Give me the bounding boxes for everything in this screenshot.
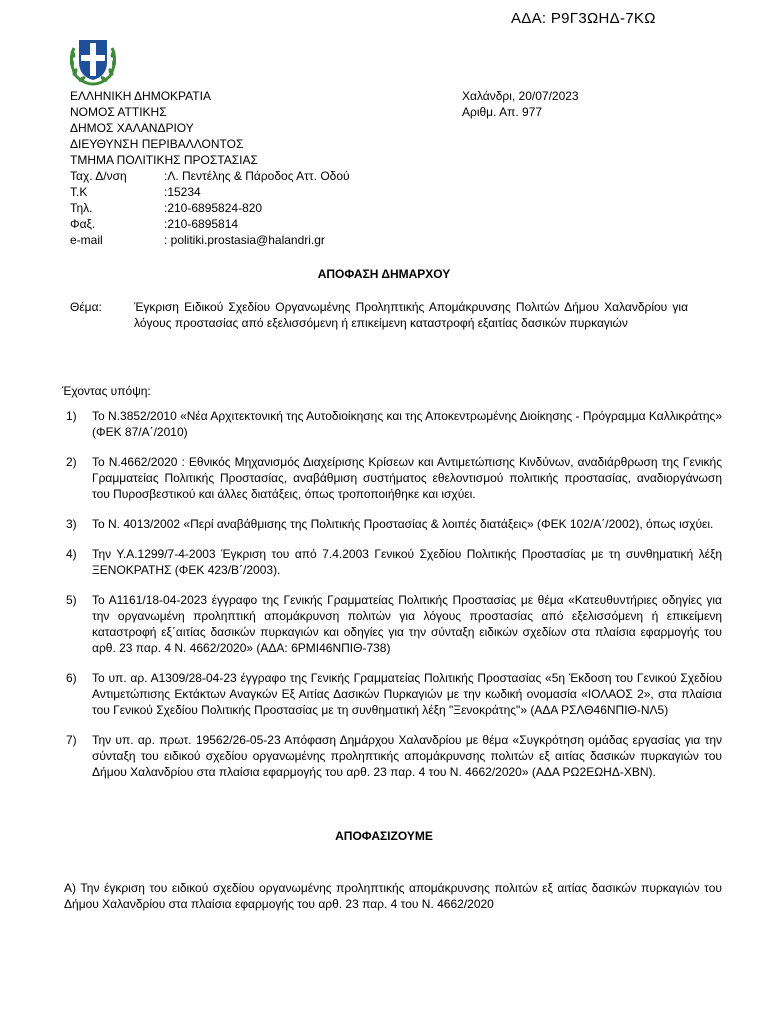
subject-text: Έγκριση Ειδικού Σχεδίου Οργανωμένης Προληπτικής Απομάκρυνσης Πολιτών Δήμου Χαλανδρίου για λόγους προστασίας από εξελισσόμενη ή επικείμενη καταστροφή εξαιτίας δασικών πυρκαγιών [134, 300, 688, 330]
list-item [66, 592, 722, 656]
decision-heading: ΑΠΟΦΑΣΙΖΟΥΜΕ [335, 829, 433, 843]
item-number: 4) [66, 547, 77, 561]
contact-details [70, 168, 350, 248]
item-number: 1) [66, 409, 77, 423]
contact-row [70, 216, 350, 232]
list-item [66, 670, 722, 718]
document-title: ΑΠΟΦΑΣΗ ΔΗΜΑΡΧΟΥ [317, 267, 451, 281]
contact-row [70, 200, 350, 216]
contact-value: :15234 [164, 185, 201, 199]
item-text: Την υπ. αρ. πρωτ. 19562/26-05-23 Απόφαση Δημάρχου Χαλανδρίου με θέμα «Συγκρότηση ομάδας εργασίας για την σύνταξη του ειδικού σχεδίου οργανωμένης προληπτικής απομάκρυνσης πολιτών εξ αιτίας δασικών πυρκαγιών του Δήμου Χαλανδρίου στα πλαίσια εφαρμογής του αρθ. 23 παρ. 4 του Ν. 4662/2020» (ΑΔΑ ΡΩ2ΕΩΗΔ-ΧΒΝ). [92, 733, 722, 779]
contact-row [70, 184, 350, 200]
item-number: 2) [66, 455, 77, 469]
list-item [66, 408, 722, 440]
contact-label: Τηλ. [70, 201, 93, 215]
item-text: Το Α1161/18-04-2023 έγγραφο της Γενικής Γραμματείας Πολιτικής Προστασίας με θέμα «Κατευθυντήριες οδηγίες για την οργανωμένη προληπτική απομάκρυνση πολιτών για λόγους προστασίας από εξελισσόμενη ή επικείμενη καταστροφή εξ΄αιτίας δασικών πυρκαγιών και οδηγίες για την σύνταξη ειδικών σχεδίων στα πλαίσια εφαρμογής του αρθ. 23 παρ. 4 Ν. 4662/2020» (ΑΔΑ: 6ΡΜΙ46ΝΠΙΘ-738) [92, 593, 722, 655]
contact-row [70, 168, 350, 184]
date-protocol-block [462, 88, 579, 120]
contact-value: :Λ. Πεντέλης & Πάροδος Αττ. Οδού [164, 169, 350, 183]
item-text: Το Ν.3852/2010 «Νέα Αρχιτεκτονική της Αυτοδιοίκησης και της Αποκεντρωμένης Διοίκησης - Πρόγραμμα Καλλικράτης» (ΦΕΚ 87/Α΄/2010) [92, 409, 722, 439]
contact-value: :210-6895814 [164, 217, 239, 231]
place-date: Χαλάνδρι, 20/07/2023 [462, 89, 579, 103]
email-value: : politiki.prostasia@halandri.gr [164, 233, 325, 247]
item-number: 6) [66, 671, 77, 685]
item-text: Την Υ.Α.1299/7-4-2003 Έγκριση του από 7.4.2003 Γενικού Σχεδίου Πολιτικής Προστασίας με τη συνθηματική λέξη ΞΕΝΟΚΡΑΤΗΣ (ΦΕΚ 423/Β΄/2003). [92, 547, 722, 577]
greek-coat-of-arms-icon [66, 36, 120, 86]
contact-label: e-mail [70, 233, 103, 247]
contact-value: :210-6895824-820 [164, 201, 263, 215]
item-number: 5) [66, 593, 77, 607]
contact-label: Τ.Κ [70, 185, 88, 199]
header-line: ΕΛΛΗΝΙΚΗ ΔΗΜΟΚΡΑΤΙΑ [70, 89, 211, 103]
subject-label: Θέμα: [70, 300, 102, 314]
list-item [66, 546, 722, 578]
considerations-intro: Έχοντας υπόψη: [62, 384, 151, 398]
subject-block [70, 299, 688, 331]
header-line: ΔΙΕΥΘΥΝΣΗ ΠΕΡΙΒΑΛΛΟΝΤΟΣ [70, 137, 244, 151]
item-text: Το υπ. αρ. Α1309/28-04-23 έγγραφο της Γενικής Γραμματείας Πολιτικής Προστασίας «5η Έκδοση του Γενικού Σχεδίου Αντιμετώπισης Εκτάκτων Αναγκών Εξ Αιτίας Δασικών Πυρκαγιών με την κωδική ονομασία «ΙΟΛΑΟΣ 2», στα πλαίσια του Γενικού Σχεδίου Πολιτικής Προστασίας με τη συνθηματική λέξη "Ξενοκράτης"» (ΑΔΑ ΡΣΛΘ46ΝΠΙΘ-ΝΛ5) [92, 671, 722, 717]
list-item [66, 454, 722, 502]
list-item [66, 732, 722, 780]
contact-label: Ταχ. Δ/νση [70, 169, 127, 183]
header-line: ΔΗΜΟΣ ΧΑΛΑΝΔΡΙΟΥ [70, 121, 194, 135]
considerations-list [66, 408, 722, 794]
decision-text: Α) Την έγκριση του ειδικού σχεδίου οργανωμένης προληπτικής απομάκρυνσης πολιτών εξ αιτίας δασικών πυρκαγιών του Δήμου Χαλανδρίου στα πλαίσια εφαρμογής του αρθ. 23 παρ. 4 του Ν. 4662/2020 [64, 881, 722, 911]
item-text: Το Ν.4662/2020 : Εθνικός Μηχανισμός Διαχείρισης Κρίσεων και Αντιμετώπισης Κινδύνων, αναδιάρθρωση της Γενικής Γραμματείας Πολιτικής Προστασίας, αναβάθμιση συστήματος εθελοντισμού πολιτικής προστασίας, αναδιοργάνωση του Πυροσβεστικού και άλλες διατάξεις, όπως τροποποιήθηκε και ισχύει. [92, 455, 722, 501]
header-line: ΤΜΗΜΑ ΠΟΛΙΤΙΚΗΣ ΠΡΟΣΤΑΣΙΑΣ [70, 153, 258, 167]
ada-code: ΑΔΑ: Ρ9Γ3ΩΗΔ-7ΚΩ [511, 10, 656, 27]
item-number: 7) [66, 733, 77, 747]
header-line: ΝΟΜΟΣ ΑΤΤΙΚΗΣ [70, 105, 167, 119]
item-text: Το Ν. 4013/2002 «Περί αναβάθμισης της Πολιτικής Προστασίας & λοιπές διατάξεις» (ΦΕΚ 102/Α΄/2002), όπως ισχύει. [92, 517, 714, 531]
protocol-number: Αριθμ. Απ. 977 [462, 105, 543, 119]
item-number: 3) [66, 517, 77, 531]
issuer-header [70, 88, 258, 168]
contact-label: Φαξ. [70, 217, 96, 231]
contact-row [70, 232, 350, 248]
list-item [66, 516, 722, 532]
